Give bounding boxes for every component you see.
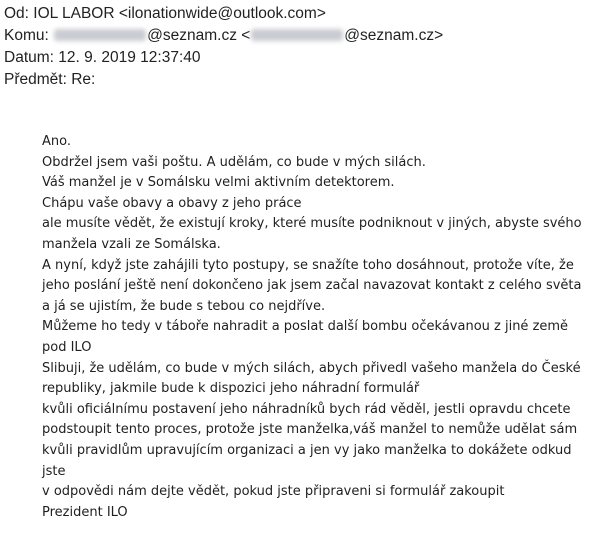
- redacted-username: [251, 29, 343, 41]
- body-line: Chápu vaše obavy a obavy z jeho práce: [42, 195, 302, 211]
- subject-row: [4, 69, 586, 91]
- body-line: manžela vzali ze Somálska.: [42, 236, 221, 252]
- to-label: Komu:: [4, 27, 49, 44]
- body-line: jste: [42, 463, 66, 479]
- body-line: kvůli pravidlům upravujícím organizaci a jen vy jako manželka to dokážete odkud: [42, 442, 572, 458]
- date-label: Datum:: [4, 49, 54, 66]
- redacted-username: [54, 29, 146, 41]
- from-label: Od:: [4, 5, 29, 22]
- from-row: [4, 3, 586, 25]
- body-line: a já se ujistím, že bude s tebou co nejdříve.: [42, 298, 326, 314]
- body-line: Prezident ILO: [42, 504, 128, 520]
- body-line: Slibuji, že udělám, co bude v mých silách, abych přivedl vašeho manžela do České: [42, 360, 581, 376]
- body-line: Můžeme ho tedy v táboře nahradit a poslat další bombu očekávanou z jiné země: [42, 319, 569, 335]
- to-domain-1: @seznam.cz <: [147, 27, 251, 44]
- body-line: pod ILO: [42, 339, 92, 355]
- to-row: [4, 25, 586, 47]
- to-domain-2: @seznam.cz>: [344, 27, 444, 44]
- body-line: republiky, jakmile bude k dispozici jeho náhradní formulář: [42, 381, 420, 397]
- from-value: IOL LABOR <ilonationwide@outlook.com>: [33, 5, 326, 22]
- email-header: [4, 3, 586, 91]
- body-line: ale musíte vědět, že existují kroky, které musíte podniknout v jiných, abyste svého: [42, 216, 582, 232]
- body-line: v odpovědi nám dejte vědět, pokud jste připraveni si formulář zakoupit: [42, 484, 505, 500]
- date-value: 12. 9. 2019 12:37:40: [58, 49, 201, 66]
- body-line: Váš manžel je v Somálsku velmi aktivním detektorem.: [42, 175, 395, 191]
- subject-value: Re:: [71, 71, 96, 88]
- body-line: jeho poslání ještě není dokončeno jak jsem začal navazovat kontakt z celého světa: [42, 278, 582, 294]
- subject-label: Předmět:: [4, 71, 67, 88]
- email-body: [42, 132, 582, 523]
- body-line: Ano.: [42, 134, 71, 149]
- body-line: Obdržel jsem vaši poštu. A udělám, co bude v mých silách.: [42, 154, 426, 170]
- date-row: [4, 47, 586, 69]
- body-line: A nyní, když jste zahájili tyto postupy, se snažíte toho dosáhnout, protože víte, že: [42, 257, 574, 273]
- body-line: kvůli oficiálnímu postavení jeho náhradníků bych rád věděl, jestli opravdu chcete: [42, 401, 571, 417]
- body-line: podstoupit tento proces, protože jste manželka,váš manžel to nemůže udělat sám: [42, 422, 578, 438]
